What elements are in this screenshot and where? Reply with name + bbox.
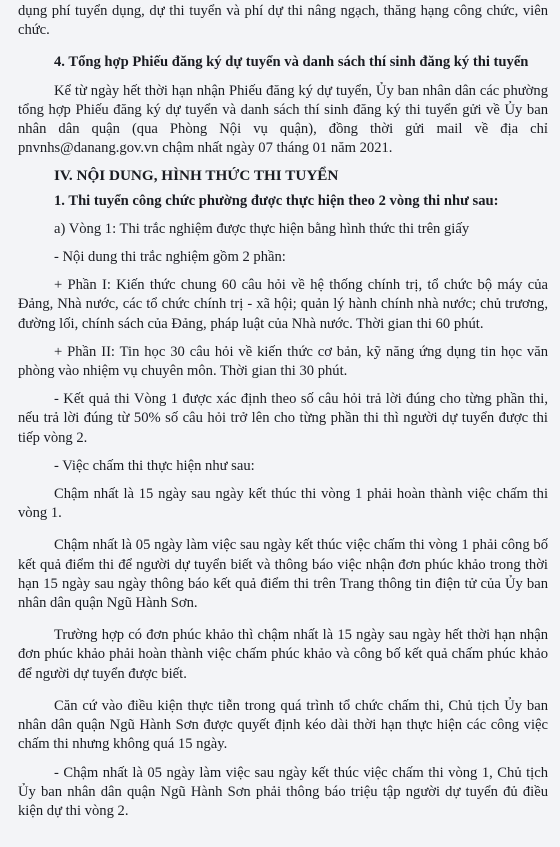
- paragraph-part1: + Phần I: Kiến thức chung 60 câu hỏi về hệ thống chính trị, tổ chức bộ máy của Đảng, Nhà nước, các tổ chức chính trị - xã hội; quản lý hành chính nhà nước; chủ trương, đường lối, chính sách của Đảng, pháp luật của Nhà nước. Thời gian thi 60 phút.: [18, 277, 548, 332]
- paragraph-grading-15-days: Chậm nhất là 15 ngày sau ngày kết thúc thi vòng 1 phải hoàn thành việc chấm thi vòng 1.: [18, 486, 548, 522]
- paragraph-summary-deadline: Kể từ ngày hết thời hạn nhận Phiếu đăng ký dự tuyển, Ủy ban nhân dân các phường tổng hợp Phiếu đăng ký dự tuyển và danh sách thí sinh đăng ký thi tuyển gửi về Ủy ban nhân dân quận (qua Phòng Nội vụ quận), đồng thời gửi mail về địa chỉ pnvnhs@danang.gov.vn chậm nhất ngày 07 tháng 01 năm 2021.: [18, 82, 548, 157]
- paragraph-round1: a) Vòng 1: Thi trắc nghiệm được thực hiện bằng hình thức thi trên giấy: [54, 220, 470, 237]
- paragraph-test-content: - Nội dung thi trắc nghiệm gồm 2 phần:: [54, 249, 286, 266]
- section-heading-4-summary: 4. Tổng hợp Phiếu đăng ký dự tuyển và danh sách thí sinh đăng ký thi tuyển: [54, 54, 529, 71]
- section-heading-1-two-rounds: 1. Thi tuyển công chức phường được thực hiện theo 2 vòng thi như sau:: [54, 192, 499, 209]
- paragraph-extension: Căn cứ vào điều kiện thực tiễn trong quá trình tổ chức chấm thi, Chủ tịch Ủy ban nhân dân quận Ngũ Hành Sơn được quyết định kéo dài thời hạn thực hiện các công việc chấm thi nhưng không quá 15 ngày.: [18, 697, 548, 753]
- paragraph-round1-result: - Kết quả thi Vòng 1 được xác định theo số câu hỏi trả lời đúng cho từng phần thi, nếu trả lời đúng từ 50% số câu hỏi trở lên cho từng phần thi thì người dự tuyển được thi tiếp vòng 2.: [18, 391, 548, 446]
- paragraph-part2: + Phần II: Tin học 30 câu hỏi về kiến thức cơ bản, kỹ năng ứng dụng tin học văn phòng vào nhiệm vụ chuyên môn. Thời gian thi 30 phút.: [18, 343, 548, 380]
- paragraph-publish-results: Chậm nhất là 05 ngày làm việc sau ngày kết thúc việc chấm thi vòng 1 phải công bố kết quả điểm thi để người dự tuyển biết và thông báo việc nhận đơn phúc khảo trong thời hạn 15 ngày sau ngày thông báo kết quả điểm thi trên Trang thông tin điện tử của Ủy ban nhân dân quận Ngũ Hành Sơn.: [18, 537, 548, 612]
- section-heading-iv: IV. NỘI DUNG, HÌNH THỨC THI TUYỂN: [54, 167, 339, 185]
- paragraph-grading-intro: - Việc chấm thi thực hiện như sau:: [54, 457, 255, 474]
- paragraph-round2-summons: - Chậm nhất là 05 ngày làm việc sau ngày kết thúc việc chấm thi vòng 1, Chủ tịch Ủy ban nhân dân quận Ngũ Hành Sơn phải thông báo triệu tập người dự tuyển đủ điều kiện dự thi vòng 2.: [18, 764, 548, 819]
- paragraph-fee-continuation: dụng phí tuyển dụng, dự thi tuyển và phí dự thi nâng ngạch, thăng hạng công chức, viên chức.: [18, 3, 548, 39]
- paragraph-appeal: Trường hợp có đơn phúc khảo thì chậm nhất là 15 ngày sau ngày hết thời hạn nhận đơn phúc khảo phải hoàn thành việc chấm phúc khảo và công bố kết quả chấm phúc khảo để người dự tuyển được biết.: [18, 627, 548, 682]
